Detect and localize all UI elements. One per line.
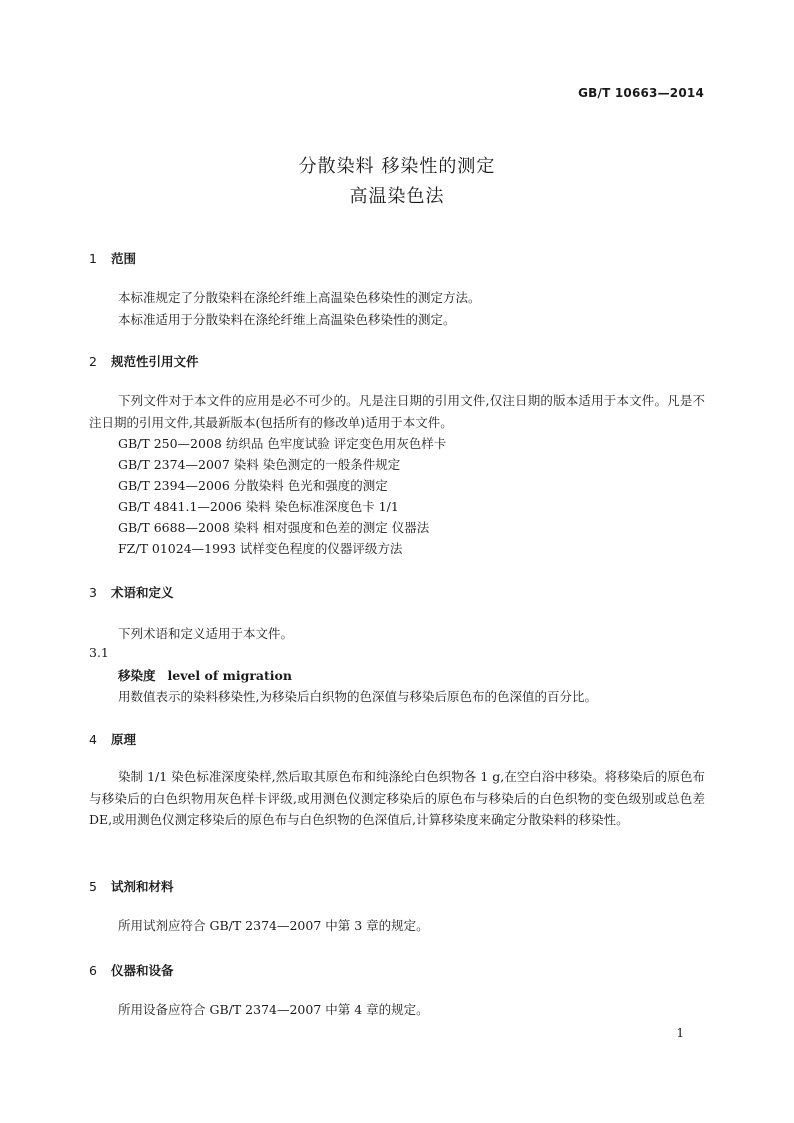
document-title: 分散染料 移染性的测定 (298, 156, 496, 177)
reference-item: GB/T 2374—2007 染料 染色测定的一般条件规定 (118, 457, 401, 472)
section-number: 4 (89, 732, 97, 747)
reference-item: FZ/T 01024—1993 试样变色程度的仪器评级方法 (118, 541, 403, 556)
section-number: 2 (89, 354, 97, 369)
reference-item: GB/T 2394—2006 分散染料 色光和强度的测定 (118, 478, 388, 493)
section-number: 6 (89, 963, 97, 978)
term-definition: 用数值表示的染料移染性,为移染后白织物的色深值与移染后原色布的色深值的百分比。 (118, 689, 597, 704)
section-4-paragraph: 染制 1/1 染色标准深度染样,然后取其原色布和纯涤纶白色织物各 1 g,在空白浴中移染。将移染后的原色布与移染后的白色织物用灰色样卡评级,或用测色仪测定移染后的原色布与移染后的白色织物的变色级别或总色差 DE,或用测色仪测定移染后的原色布与白色织物的色深值后,计算移染度来确定分散染料的移染性。 (89, 769, 705, 827)
section-3-heading (89, 583, 174, 601)
section-1-paragraph: 本标准适用于分散染料在涤纶纤维上高温染色移染性的测定。 (118, 312, 456, 327)
section-2-intro: 下列文件对于本文件的应用是必不可少的。凡是注日期的引用文件,仅注日期的版本适用于本文件。凡是不注日期的引用文件,其最新版本(包括所有的修改单)适用于本文件。 (89, 393, 705, 430)
document-subtitle: 高温染色法 (349, 186, 445, 207)
section-title: 试剂和材料 (111, 879, 174, 894)
section-title: 术语和定义 (111, 585, 174, 600)
section-1-heading (89, 249, 136, 267)
section-number: 5 (89, 879, 97, 894)
section-4-heading (89, 730, 136, 748)
subsection-number: 3.1 (89, 645, 109, 660)
section-5-heading (89, 877, 174, 895)
section-6-paragraph: 所用设备应符合 GB/T 2374—2007 中第 4 章的规定。 (118, 1002, 429, 1017)
section-1-paragraph: 本标准规定了分散染料在涤纶纤维上高温染色移染性的测定方法。 (118, 290, 481, 305)
reference-item: GB/T 6688—2008 染料 相对强度和色差的测定 仪器法 (118, 520, 430, 535)
section-title: 范围 (111, 251, 137, 266)
section-3-intro: 下列术语和定义适用于本文件。 (118, 626, 294, 641)
reference-item: GB/T 250—2008 纺织品 色牢度试验 评定变色用灰色样卡 (118, 436, 447, 451)
section-title: 规范性引用文件 (111, 354, 199, 369)
page-number: 1 (676, 1026, 684, 1040)
term-entry (118, 666, 292, 684)
section-2-heading (89, 352, 199, 370)
section-6-heading (89, 961, 174, 979)
section-number: 3 (89, 585, 97, 600)
section-title: 原理 (111, 732, 137, 747)
standard-code: GB/T 10663—2014 (578, 86, 704, 100)
term-english: level of migration (167, 668, 292, 683)
reference-item: GB/T 4841.1—2006 染料 染色标准深度色卡 1/1 (118, 499, 399, 514)
section-title: 仪器和设备 (111, 963, 174, 978)
section-5-paragraph: 所用试剂应符合 GB/T 2374—2007 中第 3 章的规定。 (118, 918, 429, 933)
section-number: 1 (89, 251, 97, 266)
term-chinese: 移染度 (118, 668, 156, 683)
